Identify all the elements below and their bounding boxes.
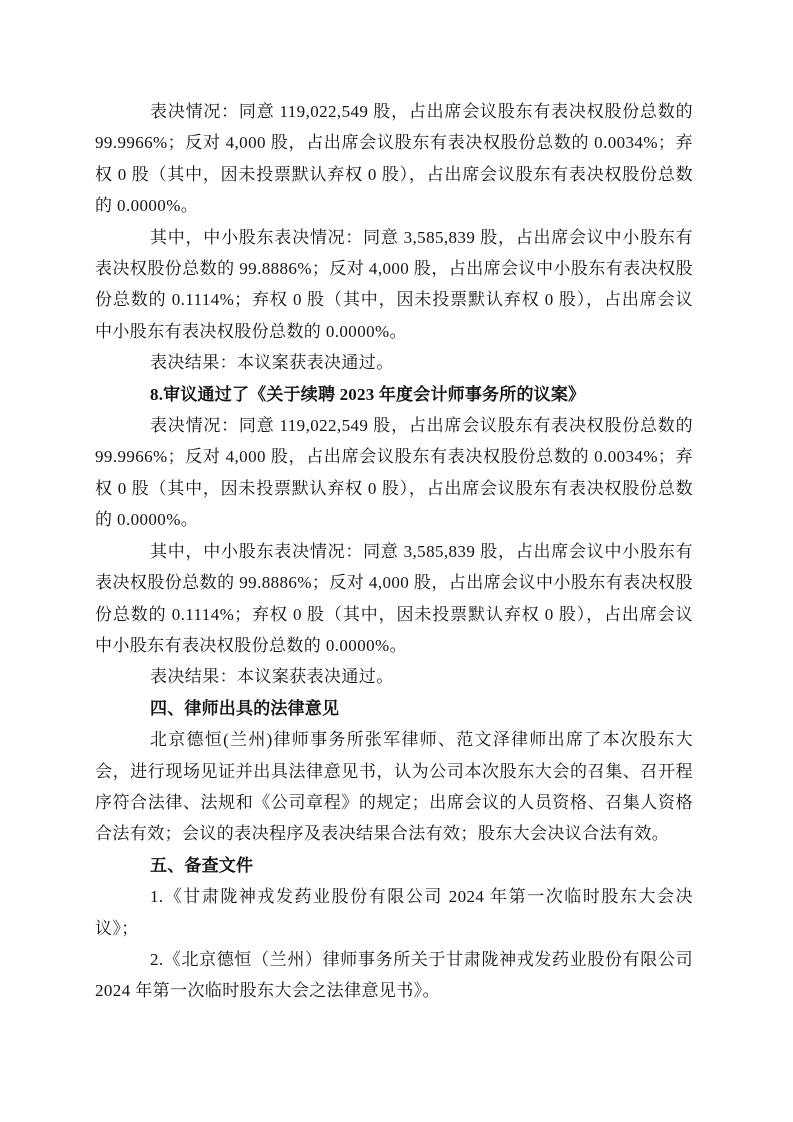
minority-vote-paragraph: 其中，中小股东表决情况：同意 3,585,839 股，占出席会议中小股东有表决权股份总数的 99.8886%；反对 4,000 股，占出席会议中小股东有表决权股份总数的 0.1114%；弃权 0 股（其中，因未投票默认弃权 0 股），占出席会议中小股东有表决权股份总数的 0.0000%。 — [95, 541, 693, 655]
vote-outcome-paragraph: 表决结果：本议案获表决通过。 — [150, 667, 394, 687]
reference-doc-item-2: 2.《北京德恒（兰州）律师事务所关于甘肃陇神戎发药业股份有限公司 2024 年第一次临时股东大会之法律意见书》。 — [95, 949, 693, 1001]
reference-doc-item-1: 1.《甘肃陇神戎发药业股份有限公司 2024 年第一次临时股东大会决议》； — [95, 887, 693, 938]
section-5-reference-docs-heading: 五、备查文件 — [150, 855, 254, 875]
vote-result-paragraph: 表决情况：同意 119,022,549 股，占出席会议股东有表决权股份总数的 99.9966%；反对 4,000 股，占出席会议股东有表决权股份总数的 0.0034%；弃权 0 股（其中，因未投票默认弃权 0 股），占出席会议股东有表决权股份总数的 0.0000%。 — [95, 416, 693, 530]
vote-result-paragraph: 表决情况：同意 119,022,549 股，占出席会议股东有表决权股份总数的 99.9966%；反对 4,000 股，占出席会议股东有表决权股份总数的 0.0034%；弃权 0 股（其中，因未投票默认弃权 0 股），占出席会议股东有表决权股份总数的 0.0000%。 — [95, 102, 693, 216]
vote-outcome-paragraph: 表决结果：本议案获表决通过。 — [150, 353, 394, 373]
minority-vote-paragraph: 其中，中小股东表决情况：同意 3,585,839 股，占出席会议中小股东有表决权股份总数的 99.8886%；反对 4,000 股，占出席会议中小股东有表决权股份总数的 0.1114%；弃权 0 股（其中，因未投票默认弃权 0 股），占出席会议中小股东有表决权股份总数的 0.0000%。 — [95, 227, 693, 341]
legal-opinion-paragraph: 北京德恒(兰州)律师事务所张军律师、范文泽律师出席了本次股东大会，进行现场见证并出具法律意见书，认为公司本次股东大会的召集、召开程序符合法律、法规和《公司章程》的规定；出席会议的人员资格、召集人资格合法有效；会议的表决程序及表决结果合法有效；股东大会决议合法有效。 — [95, 730, 693, 844]
proposal-8-heading: 8.审议通过了《关于续聘 2023 年度会计师事务所的议案》 — [150, 384, 586, 404]
section-4-legal-opinion-heading: 四、律师出具的法律意见 — [150, 698, 340, 718]
